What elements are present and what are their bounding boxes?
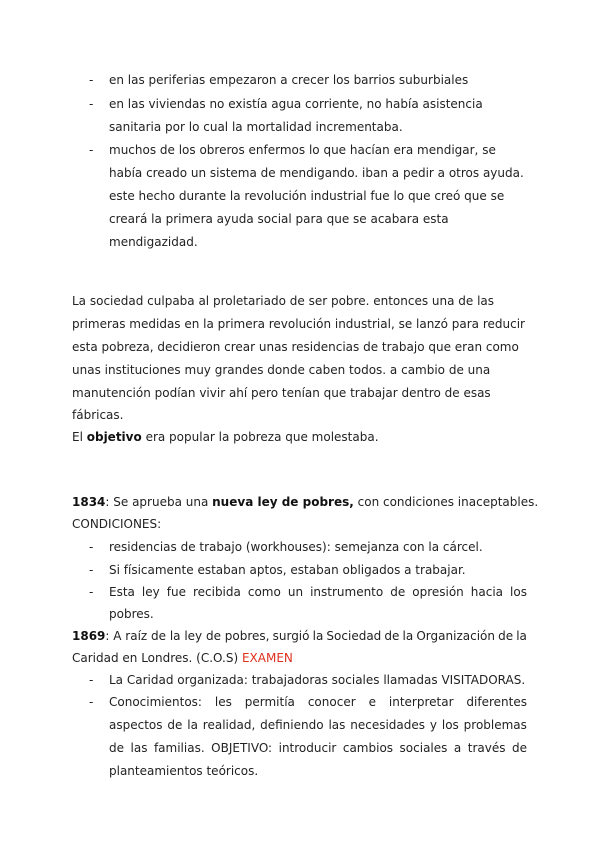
condition-item-justified xyxy=(109,584,527,600)
word xyxy=(273,628,310,644)
text: Organización xyxy=(416,629,495,643)
paragraph-line: La sociedad culpaba al proletariado de ser pobre. entonces una de las xyxy=(72,294,495,308)
word: problemas xyxy=(463,718,527,732)
word: permitía xyxy=(244,695,295,709)
text: de xyxy=(498,629,514,643)
paragraph-line: primeras medidas en la primera revolución industrial, se lanzó para reducir xyxy=(72,317,525,331)
list-item-line: en las viviendas no existía agua corriente, no había asistencia xyxy=(109,97,483,111)
paragraph-line: manutención podían vivir ahí pero tenían que trabajar dentro de esas xyxy=(72,386,491,400)
word: de xyxy=(109,741,124,755)
year-1834: 1834 xyxy=(72,495,106,509)
list-item-line: en las periferias empezaron a crecer los barrios suburbiales xyxy=(109,73,469,87)
word xyxy=(516,628,527,644)
knowledge-item-justified xyxy=(109,694,527,710)
word: de xyxy=(390,585,406,599)
word: y xyxy=(429,718,437,732)
paragraph-line: fábricas. xyxy=(72,408,124,422)
word: introducir xyxy=(278,741,337,755)
text: de xyxy=(384,629,400,643)
word: los xyxy=(510,585,527,599)
exam-tag: EXAMEN xyxy=(241,651,293,665)
bullet-dash: - xyxy=(89,143,94,157)
text: era popular la pobreza que molestaba. xyxy=(141,430,379,444)
word: de xyxy=(167,718,183,732)
list-item-line: sanitaria por lo cual la mortalidad incrementaba. xyxy=(109,120,403,134)
word: cambios xyxy=(342,741,394,755)
word: hacia xyxy=(470,585,504,599)
word: e xyxy=(368,695,376,709)
word: aspectos xyxy=(109,718,163,732)
knowledge-item-justified xyxy=(109,740,527,756)
knowledge-item-line: planteamientos teóricos. xyxy=(109,764,259,778)
knowledge-item-justified xyxy=(109,717,527,733)
bullet-dash: - xyxy=(89,73,94,87)
word: familias. xyxy=(153,741,205,755)
list-item-line: muchos de los obreros enfermos lo que hacían era mendigar, se xyxy=(109,143,496,157)
list-item-line: había creado un sistema de mendigando. iban a pedir a otros ayuda. xyxy=(109,166,524,180)
charity-item: La Caridad organizada: trabajadoras sociales llamadas VISITADORAS. xyxy=(109,673,526,687)
word: un xyxy=(287,585,304,599)
word xyxy=(313,628,324,644)
text: Sociedad xyxy=(326,629,382,643)
word: Conocimientos: xyxy=(109,695,202,709)
bullet-dash: - xyxy=(89,673,94,687)
word xyxy=(326,628,381,644)
list-item-line: este hecho durante la revolución industrial fue lo que creó que se xyxy=(109,189,505,203)
word: fue xyxy=(166,585,186,599)
word: instrumento xyxy=(310,585,384,599)
condition-item: Si físicamente estaban aptos, estaban obligados a trabajar. xyxy=(109,563,466,577)
paragraph-line: esta pobreza, decidieron crear unas residencias de trabajo que eran como xyxy=(72,340,519,354)
word xyxy=(416,628,495,644)
word: realidad, xyxy=(202,718,256,732)
word: recibida xyxy=(192,585,241,599)
text: la xyxy=(516,629,527,643)
bullet-dash: - xyxy=(89,585,94,599)
word: conocer xyxy=(307,695,356,709)
word: las xyxy=(130,741,148,755)
word: las xyxy=(328,718,346,732)
paragraph-line: unas instituciones muy grandes donde caben todos. a cambio de una xyxy=(72,363,491,377)
word xyxy=(384,628,399,644)
section-1869-heading xyxy=(72,628,527,644)
word: interpretar xyxy=(388,695,454,709)
bullet-dash: - xyxy=(89,97,94,111)
word: los xyxy=(441,718,459,732)
word: opresión xyxy=(412,585,464,599)
text: surgió xyxy=(272,629,310,643)
word: como xyxy=(247,585,281,599)
word xyxy=(72,628,269,644)
word xyxy=(498,628,513,644)
bullet-dash: - xyxy=(89,695,94,709)
word: definiendo xyxy=(260,718,324,732)
text: la xyxy=(402,629,414,643)
word: a xyxy=(453,741,462,755)
word: necesidades xyxy=(350,718,426,732)
condition-item: residencias de trabajo (workhouses): semejanza con la cárcel. xyxy=(109,540,483,554)
word: ley xyxy=(141,585,160,599)
bullet-dash: - xyxy=(89,540,94,554)
word: diferentes xyxy=(466,695,527,709)
section-1834-heading xyxy=(72,494,538,510)
text: Caridad en Londres. (C.O.S) xyxy=(72,651,242,665)
list-item-line: mendigazidad. xyxy=(109,235,198,249)
text: la xyxy=(312,629,324,643)
condition-item-line: pobres. xyxy=(109,607,154,621)
word: de xyxy=(512,741,527,755)
bullet-dash: - xyxy=(89,563,94,577)
text: El xyxy=(72,430,87,444)
word: sociales xyxy=(399,741,448,755)
law-bold: nueva ley de pobres, xyxy=(212,495,354,509)
word xyxy=(403,628,414,644)
word: Esta xyxy=(109,585,135,599)
word: les xyxy=(214,695,232,709)
word: OBJETIVO: xyxy=(211,741,273,755)
word: la xyxy=(187,718,198,732)
text: : Se aprueba una xyxy=(105,495,213,509)
text: con condiciones inaceptables. xyxy=(353,495,539,509)
text: : A raíz de la ley de pobres, xyxy=(105,629,270,643)
objetivo-line xyxy=(72,429,379,445)
objetivo-bold: objetivo xyxy=(86,430,142,444)
conditions-label: CONDICIONES: xyxy=(72,517,162,531)
word: través xyxy=(467,741,506,755)
section-1869-line2 xyxy=(72,650,293,666)
year-1869: 1869 xyxy=(72,629,106,643)
list-item-line: creará la primera ayuda social para que se acabara esta xyxy=(109,212,449,226)
